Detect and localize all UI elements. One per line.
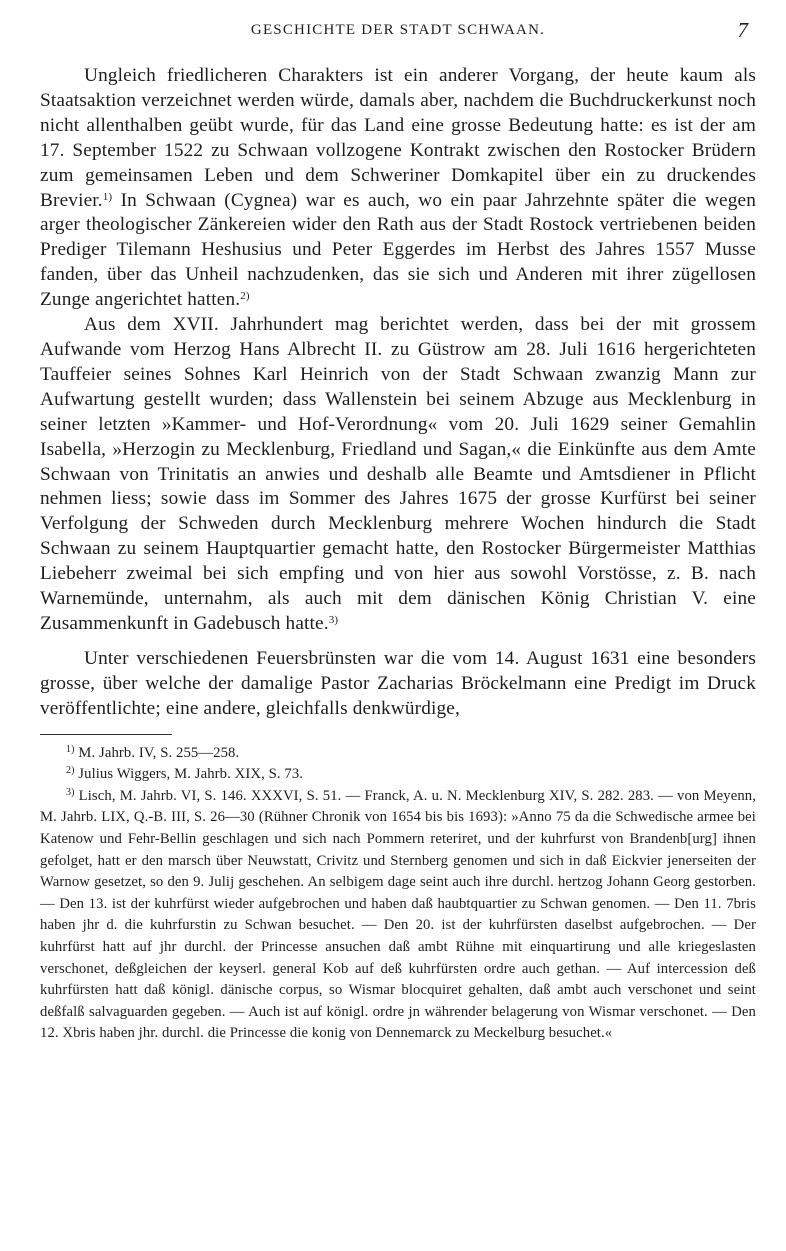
paragraph-2 xyxy=(40,313,756,637)
footnote-1-text: M. Jahrb. IV, S. 255—258. xyxy=(74,744,240,761)
paragraph-1-text-b: In Schwaan (Cygnea) war es auch, wo ein paar Jahrzehnte später die wegen arger theologischer Zänkereien wider den Rath aus der Stadt Rostock vertriebenen beiden Prediger Tilemann Heshusius und Peter Eggerdes im Herbst des Jahres 1557 Musse fanden, über das Unheil nachzudenken, das sie sich und Anderen mit ihrer zügellosen Zunge angerichtet hatten. xyxy=(40,189,756,311)
footnote-3-text: Lisch, M. Jahrb. VI, S. 146. XXXVI, S. 51. — Franck, A. u. N. Mecklenburg XIV, S. 282. 283. — von Meyenn, M. Jahrb. LIX, Q.-B. III, S. 26—30 (Rühner Chronik von 1654 bis bis 1693): »Anno 75 da die Schwedische armee bei Katenow und Fehr-Bellin geschlagen und sich nach Pommern reteriret, und der kuhrfurst von Brandenb[urg] ihnen gefolget, hatt er den marsch über Neuwstatt, Crivitz und Sternberg genomen und sich in daß Eickvier jenerseiten der Warnow gesetzet, so den 9. Julij geschehen. An selbigem dage seint auch ihre durchl. hertzog Johann Georg gestorben. — Den 13. ist der kuhrfürst wieder aufgebrochen und haben daß haubtquartier zu Schwan genomen. — Den 11. 7bris haben jhr d. die kuhrfurstin zu Schwan besuchet. — Den 20. ist der kuhrfürsten daselbst aufgebrochen. — Der kuhrfürst hatt auf jhr durchl. der Princesse ansuchen daß ambt Rühne mit einquartirung und alle kriegeslasten verschonet, deßgleichen der keyserl. general Kob auf deß kuhrfürsten ordre auch gethan. — Auf intercession deß kuhrfürsten hatt daß königl. dänische corpus, so Wismar blocquiret gehalten, daß ambt auch verschonet und seint deßfalß salvaguarden gegeben. — Auch ist auf königl. ordre jn währender belagerung von Wismar verschonet. — Den 12. Xbris haben jhr. durchl. die Princesse die konig von Dennemarck zu Meckelburg besuchet.« xyxy=(40,787,756,1042)
footnote-ref-3: 3) xyxy=(328,613,339,626)
main-text xyxy=(40,64,756,722)
footnote-2-text: Julius Wiggers, M. Jahrb. XIX, S. 73. xyxy=(74,766,304,783)
footnote-2-mark: 2) xyxy=(66,765,75,777)
footnote-2 xyxy=(40,764,756,786)
footnote-3-mark: 3) xyxy=(66,786,75,798)
footnote-divider xyxy=(40,734,172,735)
page-header xyxy=(40,18,756,48)
paragraph-3-text: Unter verschiedenen Feuersbrünsten war die vom 14. August 1631 eine besonders grosse, über welche der damalige Pastor Zacharias Bröckelmann eine Predigt im Druck veröffentlichte; eine andere, gleichfalls denkwürdige, xyxy=(40,647,756,719)
footnote-3 xyxy=(40,786,756,1045)
footnote-ref-1: 1) xyxy=(102,190,113,203)
paragraph-1 xyxy=(40,64,756,313)
footnote-1 xyxy=(40,743,756,765)
paragraph-3 xyxy=(40,647,756,722)
running-head: GESCHICHTE DER STADT SCHWAAN. xyxy=(250,22,546,38)
paragraph-1-text-a: Ungleich friedlicheren Charakters ist ein anderer Vorgang, der heute kaum als Staatsaktion verzeichnet werden würde, damals aber, nachdem die Buchdruckerkunst noch nicht allenthalben geübt wurde, für das Land eine grosse Bedeutung hatte: es ist der am 17. September 1522 zu Schwaan vollzogene Kontrakt zwischen den Rostocker Brüdern zum gemeinsamen Leben und dem Schweriner Domkapitel über ein zu druckendes Brevier. xyxy=(40,65,756,211)
footnotes xyxy=(40,743,756,1045)
paragraph-2-text: Aus dem XVII. Jahrhundert mag berichtet werden, dass bei der mit grossem Aufwande vom Herzog Hans Albrecht II. zu Güstrow am 28. Juli 1616 hergerichteten Tauffeier seines Sohnes Karl Heinrich von der Stadt Schwaan zwanzig Mann zur Aufwartung gestellt wurden; dass Wallenstein bei seinem Abzuge aus Mecklenburg in seiner letzten »Kammer- und Hof-Verordnung« vom 20. Juli 1629 seiner Gemahlin Isabella, »Herzogin zu Mecklenburg, Friedland und Sagan,« die Einkünfte aus dem Amte Schwaan von Trinitatis an anwies und deshalb alle Beamte und Amtsdiener in Pflicht nehmen liess; sowie dass im Sommer des Jahres 1675 der grosse Kurfürst bei seiner Verfolgung der Schweden durch Mecklenburg mehrere Wochen hindurch die Stadt Schwaan zu seinem Hauptquartier gemacht hatte, den Rostocker Bürgermeister Matthias Liebeherr zweimal bei sich empfing und von hier aus sowohl Vorstösse, z. B. nach Warnemünde, unternahm, als auch mit dem dänischen König Christian V. eine Zusammenkunft in Gadebusch hatte. xyxy=(40,314,756,634)
footnote-1-mark: 1) xyxy=(66,743,75,755)
footnote-ref-2: 2) xyxy=(240,290,250,303)
page-number: 7 xyxy=(737,18,748,42)
